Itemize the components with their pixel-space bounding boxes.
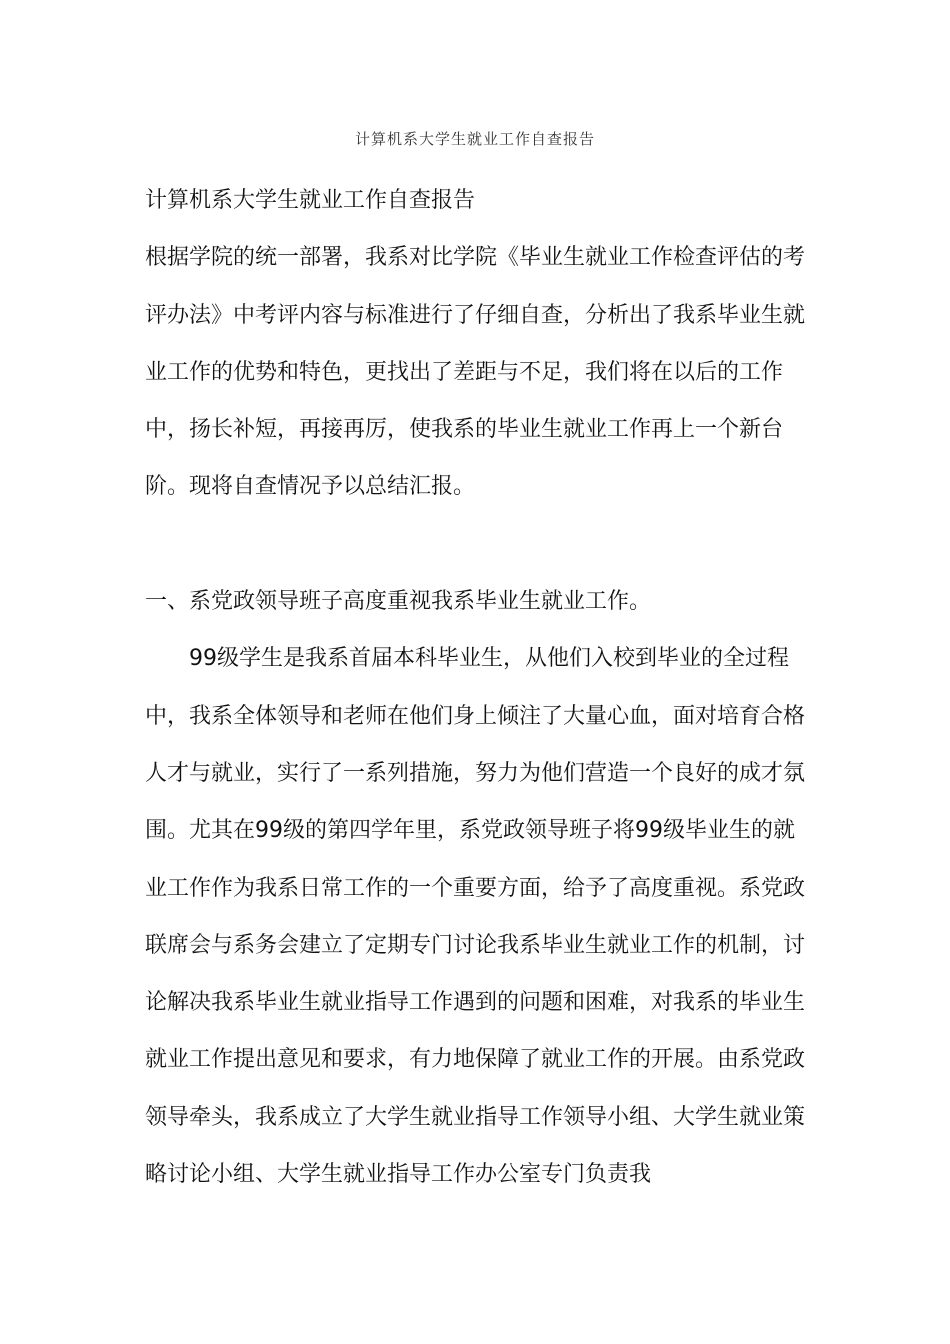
section-paragraph: 99级学生是我系首届本科毕业生，从他们入校到毕业的全过程中，我系全体领导和老师在他们身上倾注了大量心血，面对培育合格人才与就业，实行了一系列措施，努力为他们营造一个良好的成才氛围。尤其在99级的第四学年里，系党政领导班子将99级毕业生的就业工作作为我系日常工作的一个重要方面，给予了高度重视。系党政联席会与系务会建立了定期专门讨论我系毕业生就业工作的机制，讨论解决我系毕业生就业指导工作遇到的问题和困难，对我系的毕业生就业工作提出意见和要求，有力地保障了就业工作的开展。由系党政领导牵头，我系成立了大学生就业指导工作领导小组、大学生就业策略讨论小组、大学生就业指导工作办公室专门负责我 bbox=[145, 646, 806, 1188]
intro-paragraph: 根据学院的统一部署，我系对比学院《毕业生就业工作检查评估的考评办法》中考评内容与标准进行了仔细自查，分析出了我系毕业生就业工作的优势和特色，更找出了差距与不足，我们将在以后的工作中，扬长补短，再接再厉，使我系的毕业生就业工作再上一个新台阶。现将自查情况予以总结汇报。 bbox=[145, 245, 806, 500]
document-body bbox=[145, 172, 810, 1203]
section-heading: 一、系党政领导班子高度重视我系毕业生就业工作。 bbox=[145, 589, 652, 615]
running-header: 计算机系大学生就业工作自查报告 bbox=[354, 130, 595, 148]
paragraph-spacer bbox=[145, 516, 810, 573]
document-title: 计算机系大学生就业工作自查报告 bbox=[145, 188, 476, 213]
